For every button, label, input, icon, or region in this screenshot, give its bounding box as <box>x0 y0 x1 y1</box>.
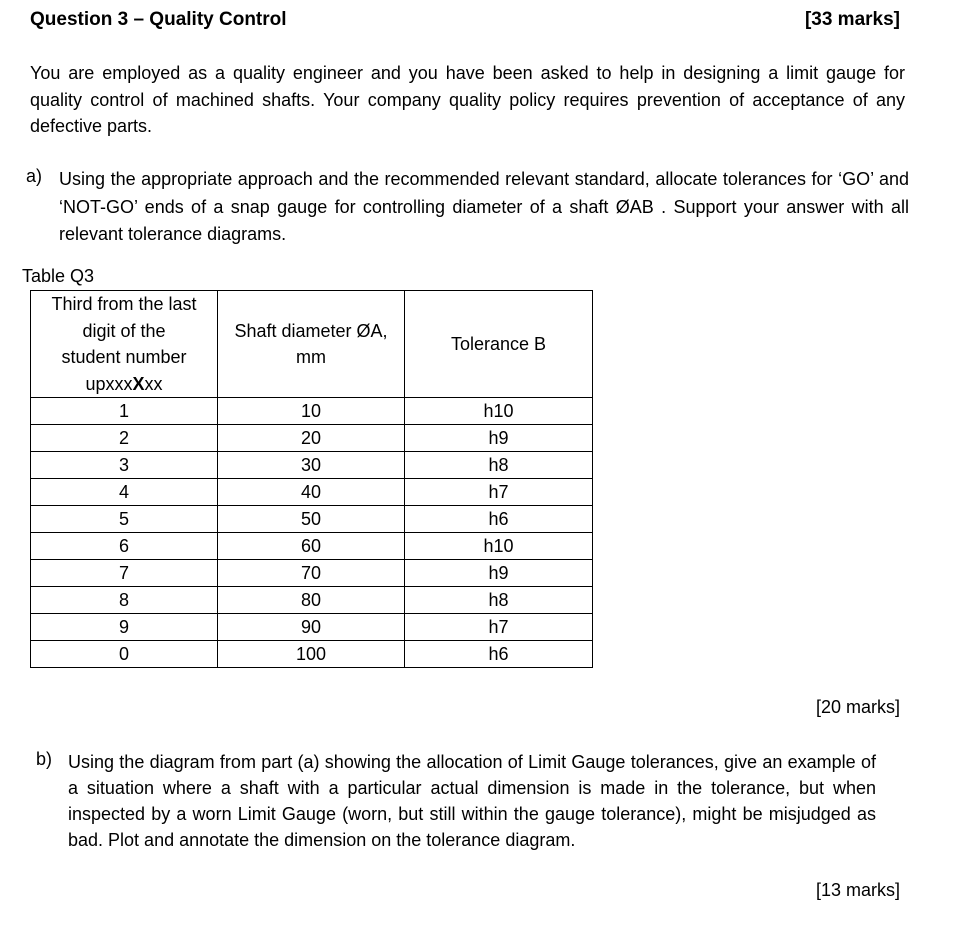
cell-diameter: 20 <box>218 425 405 452</box>
header-diameter-line2: mm <box>296 347 326 367</box>
cell-diameter: 70 <box>218 560 405 587</box>
cell-diameter: 90 <box>218 614 405 641</box>
table-row <box>31 479 593 506</box>
total-marks: [33 marks] <box>804 9 900 30</box>
table-caption: Table Q3 <box>22 266 95 286</box>
cell-digit: 9 <box>31 614 218 641</box>
cell-digit: 1 <box>31 398 218 425</box>
cell-tolerance: h9 <box>405 560 593 587</box>
cell-digit: 6 <box>31 533 218 560</box>
cell-digit: 7 <box>31 560 218 587</box>
cell-diameter: 60 <box>218 533 405 560</box>
cell-tolerance: h7 <box>405 614 593 641</box>
table-row <box>31 587 593 614</box>
part-a-text: Using the appropriate approach and the recommended relevant standard, allocate tolerances for ‘GO’ and ‘NOT-GO’ ends of a snap gauge for controlling diameter of a shaft ØAB . Support your answer with all relevant tolerance diagrams. <box>59 169 909 244</box>
table-row <box>31 398 593 425</box>
part-b-marks: [13 marks] <box>815 880 900 900</box>
part-b-label: b) <box>36 749 53 769</box>
table-header-row <box>31 291 593 398</box>
header-tolerance: Tolerance B <box>405 291 593 398</box>
cell-digit: 5 <box>31 506 218 533</box>
cell-diameter: 80 <box>218 587 405 614</box>
cell-diameter: 10 <box>218 398 405 425</box>
tolerance-table <box>30 290 593 668</box>
cell-digit: 0 <box>31 641 218 668</box>
cell-tolerance: h9 <box>405 425 593 452</box>
part-a-label: a) <box>26 166 43 186</box>
cell-digit: 2 <box>31 425 218 452</box>
part-b-text: Using the diagram from part (a) showing the allocation of Limit Gauge tolerances, give an example of a situation where a shaft with a particular actual dimension is made in the tolerance, but when inspected by a worn Limit Gauge (worn, but still within the gauge tolerance), might be misjudged as bad. Plot and annotate the dimension on the tolerance diagram. <box>68 752 876 850</box>
intro-paragraph: You are employed as a quality engineer and you have been asked to help in designing a limit gauge for quality control of machined shafts. Your company quality policy requires prevention of acceptance of any defective parts. <box>30 63 905 136</box>
code-prefix: upxxx <box>85 373 133 394</box>
header-diameter-line1: Shaft diameter ØA, <box>234 320 388 341</box>
cell-diameter: 40 <box>218 479 405 506</box>
table-row <box>31 641 593 668</box>
question-title: Question 3 – Quality Control <box>30 9 287 30</box>
cell-tolerance: h8 <box>405 452 593 479</box>
header-digit-line2: digit of the <box>82 320 166 341</box>
cell-diameter: 30 <box>218 452 405 479</box>
cell-diameter: 50 <box>218 506 405 533</box>
table-body <box>31 398 593 668</box>
cell-tolerance: h6 <box>405 506 593 533</box>
cell-diameter: 100 <box>218 641 405 668</box>
table-row <box>31 506 593 533</box>
cell-digit: 4 <box>31 479 218 506</box>
cell-tolerance: h10 <box>405 533 593 560</box>
header-diameter <box>218 291 405 398</box>
header-digit-line3: student number <box>61 347 187 367</box>
table-row <box>31 560 593 587</box>
table-row <box>31 533 593 560</box>
header-digit-code <box>31 371 217 398</box>
cell-digit: 3 <box>31 452 218 479</box>
cell-digit: 8 <box>31 587 218 614</box>
table-row <box>31 425 593 452</box>
table-row <box>31 614 593 641</box>
header-digit <box>31 291 218 398</box>
code-suffix: xx <box>144 373 163 394</box>
cell-tolerance: h6 <box>405 641 593 668</box>
cell-tolerance: h7 <box>405 479 593 506</box>
part-a-marks: [20 marks] <box>815 697 900 717</box>
header-digit-line1: Third from the last <box>51 294 197 314</box>
cell-tolerance: h8 <box>405 587 593 614</box>
table-row <box>31 452 593 479</box>
code-highlight: X <box>132 373 145 394</box>
cell-tolerance: h10 <box>405 398 593 425</box>
